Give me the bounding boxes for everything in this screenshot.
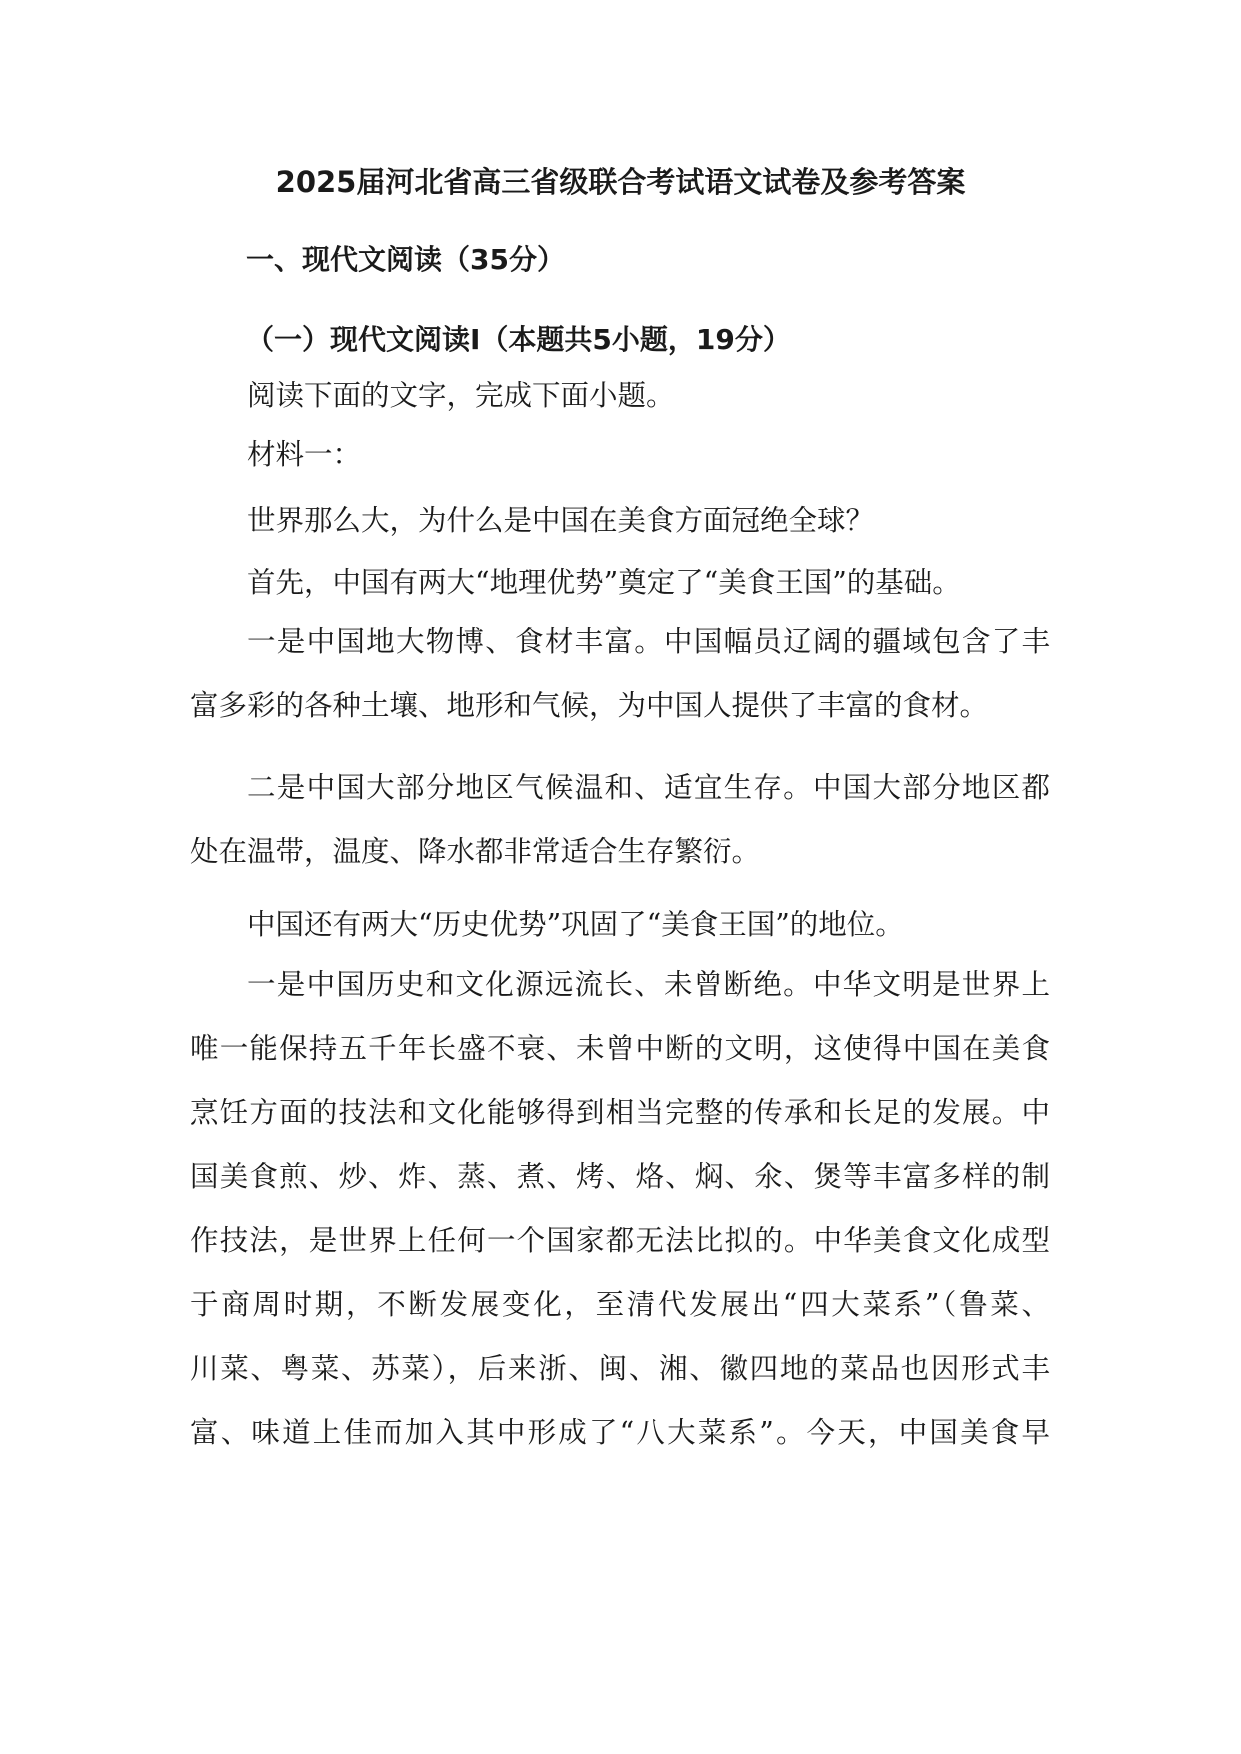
- paragraph-line: 唯一能保持五千年长盛不衰、未曾中断的文明，这使得中国在美食: [190, 1032, 1050, 1065]
- paragraph-line: 二是中国大部分地区气候温和、适宜生存。中国大部分地区都: [247, 771, 1050, 804]
- paragraph-line: 富多彩的各种土壤、地形和气候，为中国人提供了丰富的食材。: [190, 689, 989, 722]
- paragraph-geo-1: [190, 610, 1050, 738]
- instruction-text: 阅读下面的文字，完成下面小题。: [247, 379, 675, 412]
- paragraph-geo-2: [190, 756, 1050, 884]
- paragraph-line: 于商周时期，不断发展变化，至清代发展出“四大菜系”（鲁菜、: [190, 1288, 1050, 1321]
- paragraph-hist-1: [190, 953, 1050, 1465]
- paragraph-line: 一是中国历史和文化源远流长、未曾断绝。中华文明是世界上: [247, 968, 1050, 1001]
- paragraph-geo-intro: 首先，中国有两大“地理优势”奠定了“美食王国”的基础。: [247, 566, 961, 599]
- paragraph-line: 富、味道上佳而加入其中形成了“八大菜系”。今天，中国美食早: [190, 1416, 1050, 1449]
- paragraph-line: 烹饪方面的技法和文化能够得到相当完整的传承和长足的发展。中: [190, 1096, 1050, 1129]
- material-label: 材料一：: [247, 438, 362, 471]
- section-heading: 一、现代文阅读（35分）: [246, 243, 565, 276]
- subsection-heading: （一）现代文阅读Ⅰ（本题共5小题，19分）: [246, 323, 791, 356]
- paragraph-line: 国美食煎、炒、炸、蒸、煮、烤、烙、焖、氽、煲等丰富多样的制: [190, 1160, 1050, 1193]
- paragraph-line: 一是中国地大物博、食材丰富。中国幅员辽阔的疆域包含了丰: [247, 625, 1050, 658]
- paragraph-hist-intro: 中国还有两大“历史优势”巩固了“美食王国”的地位。: [247, 908, 904, 941]
- paragraph-line: 川菜、粤菜、苏菜），后来浙、闽、湘、徽四地的菜品也因形式丰: [190, 1352, 1050, 1385]
- paragraph-line: 作技法，是世界上任何一个国家都无法比拟的。中华美食文化成型: [190, 1224, 1050, 1257]
- paragraph-line: 处在温带，温度、降水都非常适合生存繁衍。: [190, 835, 761, 868]
- document-title: 2025届河北省高三省级联合考试语文试卷及参考答案: [275, 165, 966, 199]
- question-line: 世界那么大，为什么是中国在美食方面冠绝全球？: [247, 504, 875, 537]
